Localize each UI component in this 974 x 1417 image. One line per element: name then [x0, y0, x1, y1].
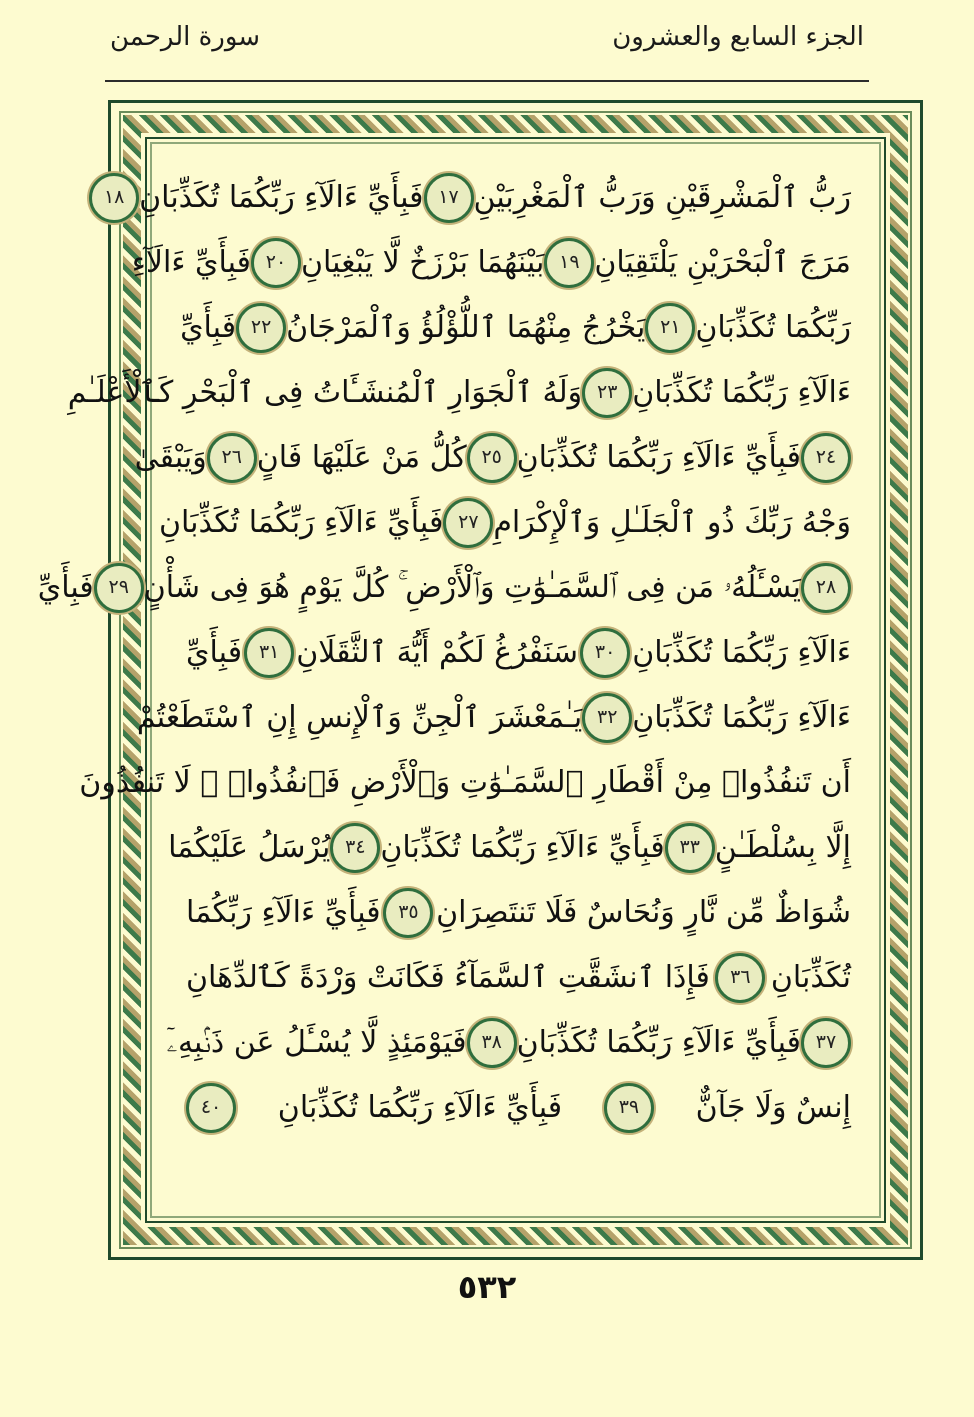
verse-text: بَيْنَهُمَا بَرْزَخٌ لَّا يَبْغِيَانِ — [300, 245, 545, 280]
text-line — [134, 425, 851, 490]
text-line — [186, 945, 851, 1010]
verse-text: فَبِأَيِّ — [186, 635, 243, 670]
ayah-number-marker: ٢٤ — [801, 433, 851, 483]
verse-text: يَـٰمَعْشَرَ ٱلْجِنِّ وَٱلْإِنسِ إِنِ ٱسْتَطَعْتُمْ — [136, 700, 583, 735]
ayah-number-marker: ٣٩ — [604, 1083, 654, 1133]
verse-text: رَبِّكُمَا تُكَذِّبَانِ — [695, 310, 851, 345]
ayah-number-marker: ٢٦ — [207, 433, 257, 483]
text-line — [131, 230, 851, 295]
verse-text: فَبِأَيِّ ءَالَآءِ رَبِّكُمَا تُكَذِّبَانِ — [516, 1025, 801, 1060]
verse-text: وَلَهُ ٱلْجَوَارِ ٱلْمُنشَـَٔاتُ فِى ٱلْبَحْرِ كَٱلْأَعْلَـٰمِ — [67, 375, 583, 410]
ayah-number-marker: ١٨ — [89, 173, 139, 223]
verse-text: وَيَبْقَىٰ — [134, 440, 207, 475]
verse-text: فَيَوْمَئِذٍ لَّا يُسْـَٔلُ عَن ذَنۢبِهِۦٓ — [166, 1025, 467, 1060]
verse-text: يُرْسَلُ عَلَيْكُمَا — [168, 830, 331, 865]
verse-text: فَبِأَيِّ ءَالَآءِ رَبِّكُمَا تُكَذِّبَانِ — [139, 180, 424, 215]
text-line — [67, 360, 851, 425]
ayah-number-marker: ٣٨ — [467, 1018, 517, 1068]
text-line — [168, 815, 851, 880]
text-line — [180, 295, 851, 360]
verse-text: ءَالَآءِ رَبِّكُمَا تُكَذِّبَانِ — [632, 635, 851, 670]
verse-text: فَإِذَا ٱنشَقَّتِ ٱلسَّمَآءُ فَكَانَتْ وَرْدَةً كَٱلدِّهَانِ — [186, 960, 710, 995]
verse-text: رَبُّ ٱلْمَشْرِقَيْنِ وَرَبُّ ٱلْمَغْرِبَيْنِ — [473, 180, 851, 215]
header-juz-name: الجزء السابع والعشرون — [612, 22, 864, 52]
verse-text: أَن تَنفُذُوا۟ مِنْ أَقْطَارِ ٱلسَّمَـٰوَٰتِ وَٱلْأَرْضِ فَٱنفُذُوا۟ ۚ لَا تَنفُذُونَ — [79, 765, 851, 800]
verse-text: فَبِأَيِّ ءَالَآءِ رَبِّكُمَا تُكَذِّبَانِ — [380, 830, 665, 865]
verse-text: ءَالَآءِ رَبِّكُمَا تُكَذِّبَانِ — [632, 375, 851, 410]
text-line — [136, 685, 851, 750]
verse-text: فَبِأَيِّ ءَالَآءِ رَبِّكُمَا تُكَذِّبَانِ — [277, 1090, 563, 1125]
verse-text: يَخْرُجُ مِنْهُمَا ٱللُّؤْلُؤُ وَٱلْمَرْجَانُ — [286, 310, 646, 345]
ayah-number-marker: ٣٢ — [582, 693, 632, 743]
verse-text: فَبِأَيِّ ءَالَآءِ — [131, 245, 251, 280]
text-line — [186, 1075, 851, 1140]
text-line — [186, 880, 851, 945]
ayah-number-marker: ٣٣ — [665, 823, 715, 873]
ayah-number-marker: ١٧ — [424, 173, 474, 223]
verse-text: شُوَاظٌ مِّن نَّارٍ وَنُحَاسٌ فَلَا تَنتَصِرَانِ — [436, 895, 851, 930]
text-line — [158, 490, 851, 555]
ornamental-frame — [37, 100, 923, 1260]
verse-text: فَبِأَيِّ ءَالَآءِ رَبِّكُمَا — [186, 895, 381, 930]
ayah-number-marker: ٢٧ — [443, 498, 493, 548]
ayah-number-marker: ٣٠ — [580, 628, 630, 678]
verse-text: فَبِأَيِّ ءَالَآءِ رَبِّكُمَا تُكَذِّبَانِ — [516, 440, 801, 475]
ayah-number-marker: ٢٠ — [251, 238, 301, 288]
verse-text: مَرَجَ ٱلْبَحْرَيْنِ يَلْتَقِيَانِ — [594, 245, 851, 280]
text-line — [103, 165, 851, 230]
ayah-number-marker: ٢٨ — [801, 563, 851, 613]
header-rule — [105, 80, 869, 82]
text-line — [186, 620, 851, 685]
verse-text: تُكَذِّبَانِ — [770, 960, 851, 995]
verse-text: سَنَفْرُغُ لَكُمْ أَيُّهَ ٱلثَّقَلَانِ — [296, 635, 578, 670]
verse-text: كُلُّ مَنْ عَلَيْهَا فَانٍ — [256, 440, 467, 475]
verse-text: يَسْـَٔلُهُۥ مَن فِى ٱلسَّمَـٰوَٰتِ وَٱلْأَرْضِ ۚ كُلَّ يَوْمٍ هُوَ فِى شَأْنٍ — [143, 570, 801, 605]
ayah-number-marker: ٣٤ — [330, 823, 380, 873]
text-line — [79, 750, 851, 815]
ayah-number-marker: ٢٣ — [582, 368, 632, 418]
verse-text: إِلَّا بِسُلْطَـٰنٍ — [714, 830, 851, 865]
ayah-number-marker: ٢١ — [645, 303, 695, 353]
verse-text: فَبِأَيِّ — [180, 310, 237, 345]
verse-text: إِنسٌ وَلَا جَآنٌّ — [695, 1090, 851, 1125]
verse-text: فَبِأَيِّ ءَالَآءِ رَبِّكُمَا تُكَذِّبَانِ — [158, 505, 444, 540]
text-line — [37, 555, 851, 620]
text-line — [166, 1010, 851, 1075]
page-number: ٥٣٢ — [457, 1268, 517, 1306]
ayah-number-marker: ١٩ — [544, 238, 594, 288]
ayah-number-marker: ٢٩ — [94, 563, 144, 613]
header-surah-name: سورة الرحمن — [110, 22, 261, 52]
verse-text: ءَالَآءِ رَبِّكُمَا تُكَذِّبَانِ — [632, 700, 851, 735]
verse-text: فَبِأَيِّ — [37, 570, 94, 605]
verse-text: وَجْهُ رَبِّكَ ذُو ٱلْجَلَـٰلِ وَٱلْإِكْرَامِ — [493, 505, 851, 540]
ayah-number-marker: ٤٠ — [186, 1083, 236, 1133]
quran-text-area — [37, 165, 851, 1205]
ayah-number-marker: ٣٦ — [715, 953, 765, 1003]
ayah-number-marker: ٢٥ — [467, 433, 517, 483]
ayah-number-marker: ٣٧ — [801, 1018, 851, 1068]
ayah-number-marker: ٢٢ — [236, 303, 286, 353]
ayah-number-marker: ٣١ — [244, 628, 294, 678]
ayah-number-marker: ٣٥ — [383, 888, 433, 938]
